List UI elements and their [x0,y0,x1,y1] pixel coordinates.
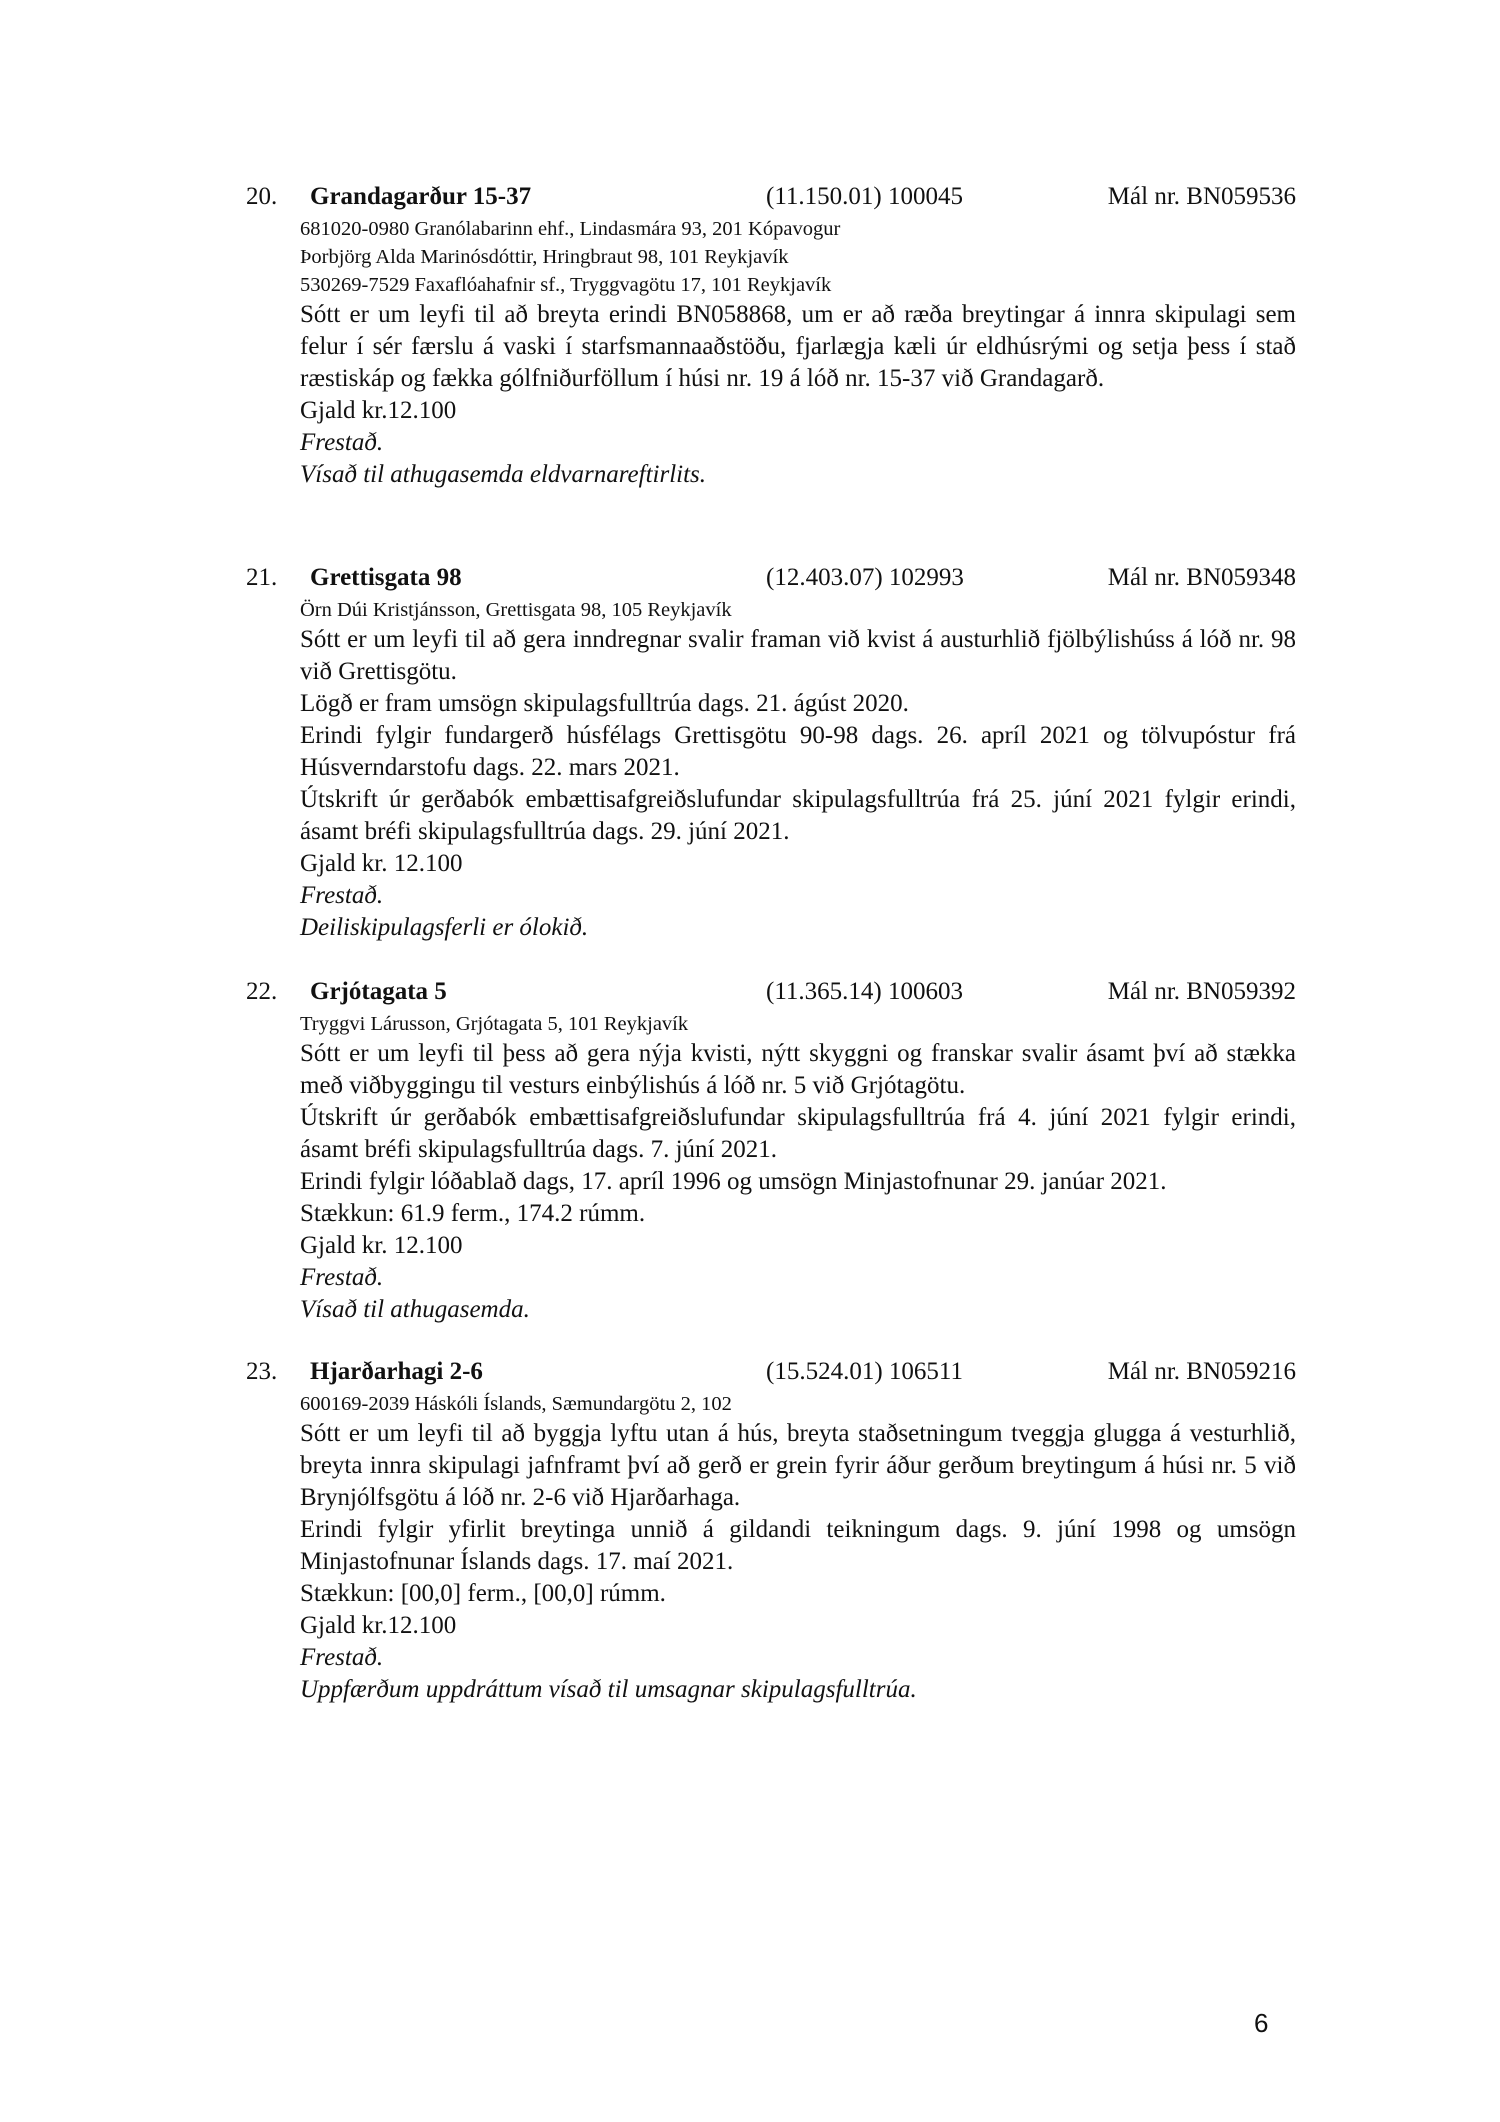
land-number: (11.365.14) 100603 [766,978,963,1005]
applicants [246,596,1296,624]
fee-line: Gjald kr.12.100 [300,397,457,424]
body-paragraph: Erindi fylgir yfirlit breytinga unnið á gildandi teikningum dags. 9. júní 1998 og umsögn Minjastofnunar Íslands dags. 17. maí 2021. [300,1516,1296,1575]
body-paragraph: Sótt er um leyfi til þess að gera nýja kvisti, nýtt skyggni og franskar svalir ásamt því að stækka með viðbyggingu til vesturs einbýlishús á lóð nr. 5 við Grjótagötu. [300,1040,1296,1099]
agenda-item-23 [246,1354,1296,1706]
item-header [246,1354,1296,1390]
item-header [246,974,1296,1010]
item-body [246,1418,1296,1706]
body-paragraph: Útskrift úr gerðabók embættisafgreiðslufundar skipulagsfulltrúa frá 25. júní 2021 fylgir erindi, ásamt bréfi skipulagsfulltrúa dags. 29. júní 2021. [300,786,1296,845]
land-number: (11.150.01) 100045 [766,183,963,210]
fee-line: Gjald kr. 12.100 [300,1232,463,1259]
case-number: Mál nr. BN059348 [1107,564,1296,591]
body-paragraph: Stækkun: [00,0] ferm., [00,0] rúmm. [300,1580,666,1607]
case-number: Mál nr. BN059392 [1107,978,1296,1005]
land-number: (15.524.01) 106511 [766,1358,963,1385]
decision: Frestað. [300,1264,384,1291]
applicants [246,215,1296,299]
fee-line: Gjald kr.12.100 [300,1612,457,1639]
item-body [246,624,1296,944]
applicant-line: 681020-0980 Granólabarinn ehf., Lindasmára 93, 201 Kópavogur [300,218,841,240]
page-number: 6 [1254,2008,1269,2038]
body-paragraph: Sótt er um leyfi til að gera inndregnar svalir framan við kvist á austurhlið fjölbýlishúss á lóð nr. 98 við Grettisgötu. [300,626,1296,685]
body-paragraph: Stækkun: 61.9 ferm., 174.2 rúmm. [300,1200,646,1227]
applicant-line: Örn Dúi Kristjánsson, Grettisgata 98, 105 Reykjavík [300,599,732,621]
item-address: Grandagarður 15-37 [310,183,532,210]
body-paragraph: Lögð er fram umsögn skipulagsfulltrúa dags. 21. ágúst 2020. [300,690,909,717]
item-number: 22. [246,978,278,1005]
item-body [246,299,1296,491]
applicants [246,1010,1296,1038]
applicant-line: Þorbjörg Alda Marinósdóttir, Hringbraut 98, 101 Reykjavík [300,246,789,268]
applicant-line: Tryggvi Lárusson, Grjótagata 5, 101 Reykjavík [300,1013,689,1035]
decision-note: Vísað til athugasemda eldvarnareftirlits. [300,461,707,488]
body-paragraph: Sótt er um leyfi til að byggja lyftu utan á hús, breyta staðsetningum tveggja glugga á vesturhlið, breyta innra skipulagi jafnframt því að gerð er grein fyrir áður gerðum breytingum á húsi nr. 5 við Brynjólfsgötu á lóð nr. 2-6 við Hjarðarhaga. [300,1420,1296,1511]
applicant-line: 600169-2039 Háskóli Íslands, Sæmundargötu 2, 102 [300,1393,732,1415]
decision-note: Deiliskipulagsferli er ólokið. [300,914,589,941]
item-number: 21. [246,564,278,591]
body-paragraph: Útskrift úr gerðabók embættisafgreiðslufundar skipulagsfulltrúa frá 4. júní 2021 fylgir erindi, ásamt bréfi skipulagsfulltrúa dags. 7. júní 2021. [300,1104,1296,1163]
body-paragraph: Erindi fylgir lóðablað dags, 17. apríl 1996 og umsögn Minjastofnunar 29. janúar 2021. [300,1168,1167,1195]
agenda-item-22 [246,974,1296,1326]
decision: Frestað. [300,882,384,909]
decision: Frestað. [300,429,384,456]
item-header [246,560,1296,596]
item-address: Hjarðarhagi 2-6 [310,1358,483,1385]
item-address: Grjótagata 5 [310,978,447,1005]
agenda-item-20 [246,179,1296,491]
land-number: (12.403.07) 102993 [766,564,964,591]
item-number: 23. [246,1358,278,1385]
decision-note: Uppfærðum uppdráttum vísað til umsagnar skipulagsfulltrúa. [300,1676,917,1703]
applicant-line: 530269-7529 Faxaflóahafnir sf., Tryggvagötu 17, 101 Reykjavík [300,274,832,296]
item-address: Grettisgata 98 [310,564,462,591]
body-paragraph: Erindi fylgir fundargerð húsfélags Grettisgötu 90-98 dags. 26. apríl 2021 og tölvupóstur frá Húsverndarstofu dags. 22. mars 2021. [300,722,1296,781]
case-number: Mál nr. BN059536 [1107,183,1296,210]
body-paragraph: Sótt er um leyfi til að breyta erindi BN058868, um er að ræða breytingar á innra skipulagi sem felur í sér færslu á vaski í starfsmannaaðstöðu, fjarlægja kæli úr eldhúsrými og setja þess í stað ræstiskáp og fækka gólfniðurföllum í húsi nr. 19 á lóð nr. 15-37 við Grandagarð. [300,301,1296,392]
item-number: 20. [246,183,278,210]
fee-line: Gjald kr. 12.100 [300,850,463,877]
decision: Frestað. [300,1644,384,1671]
applicants [246,1390,1296,1418]
item-header [246,179,1296,215]
agenda-item-21 [246,560,1296,944]
decision-note: Vísað til athugasemda. [300,1296,530,1323]
case-number: Mál nr. BN059216 [1107,1358,1296,1385]
item-body [246,1038,1296,1326]
